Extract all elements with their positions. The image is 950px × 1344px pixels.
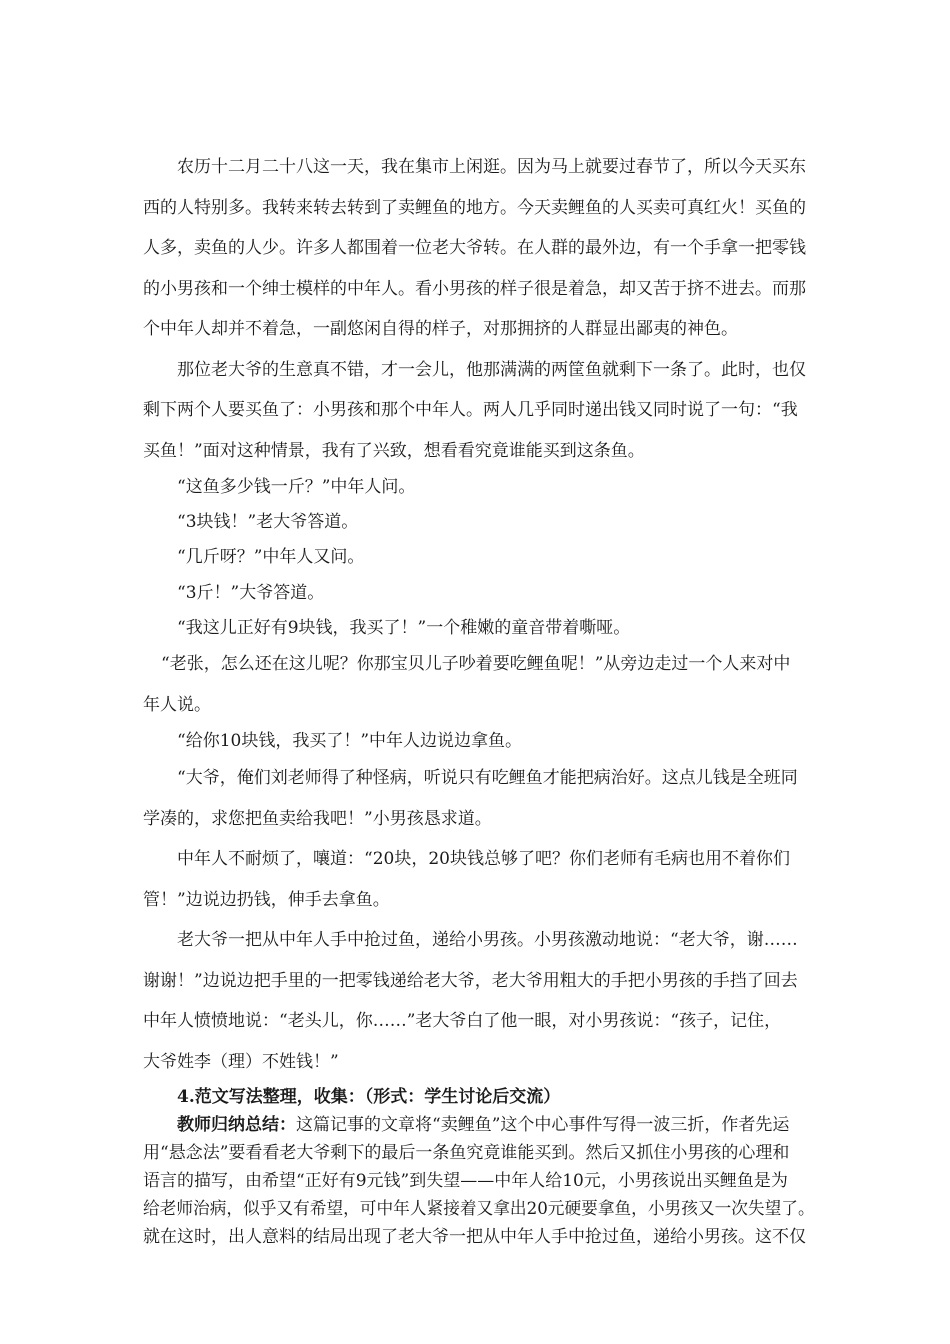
- summary-line: 用“悬念法”要看看老大爷剩下的最后一条鱼究竟谁能买到。然后又抓住小男孩的心理和: [143, 1143, 790, 1163]
- story-line: “3斤！”大爷答道。: [177, 583, 325, 603]
- story-line: 的小男孩和一个绅士模样的中年人。看小男孩的样子很是着急，却又苦于挤不进去。而那: [143, 279, 806, 299]
- story-line: “这鱼多少钱一斤？”中年人问。: [177, 477, 416, 497]
- story-line: 大爷姓李（理）不姓钱！”: [143, 1052, 339, 1072]
- story-line: “3块钱！”老大爷答道。: [177, 512, 359, 532]
- story-line: 中年人不耐烦了，嚷道：“20块，20块钱总够了吧？你们老师有毛病也用不着你们: [177, 849, 790, 869]
- story-line: “大爷，俺们刘老师得了种怪病，听说只有吃鲤鱼才能把病治好。这点儿钱是全班同: [177, 768, 798, 788]
- story-line: “老张，怎么还在这儿呢？你那宝贝儿子吵着要吃鲤鱼呢！”从旁边走过一个人来对中: [161, 654, 791, 674]
- story-line: 个中年人却并不着急，一副悠闲自得的样子，对那拥挤的人群显出鄙夷的神色。: [143, 319, 738, 339]
- summary-line: 就在这时，出人意料的结局出现了老大爷一把从中年人手中抢过鱼，递给小男孩。这不仅: [143, 1227, 806, 1247]
- section-heading: 4.范文写法整理，收集：（形式：学生讨论后交流）: [177, 1087, 561, 1107]
- story-line: 西的人特别多。我转来转去转到了卖鲤鱼的地方。今天卖鲤鱼的人买卖可真红火！买鱼的: [143, 198, 806, 218]
- story-line: 学凑的，求您把鱼卖给我吧！”小男孩恳求道。: [143, 809, 492, 829]
- story-line: 年人说。: [143, 695, 211, 715]
- summary-label: 教师归纳总结：: [177, 1115, 296, 1135]
- story-line: “给你10块钱，我买了！”中年人边说边拿鱼。: [177, 731, 523, 751]
- story-line: 中年人愤愤地说：“老头儿，你……”老大爷白了他一眼，对小男孩说：“孩子，记住，: [143, 1011, 782, 1031]
- story-line: 人多，卖鱼的人少。许多人都围着一位老大爷转。在人群的最外边，有一个手拿一把零钱: [143, 238, 806, 258]
- story-line: 谢谢！”边说边把手里的一把零钱递给老大爷，老大爷用粗大的手把小男孩的手挡了回去: [143, 971, 798, 991]
- story-line: 管！”边说边扔钱，伸手去拿鱼。: [143, 890, 390, 910]
- story-line: 农历十二月二十八这一天，我在集市上闲逛。因为马上就要过春节了，所以今天买东: [177, 157, 806, 177]
- story-line: 老大爷一把从中年人手中抢过鱼，递给小男孩。小男孩激动地说：“老大爷，谢……: [177, 930, 798, 950]
- summary-line: 给老师治病，似乎又有希望，可中年人紧接着又拿出20元硬要拿鱼，小男孩又一次失望了。: [143, 1199, 815, 1219]
- summary-line: [177, 1114, 789, 1136]
- summary-line: 语言的描写，由希望“正好有9元钱”到失望——中年人给10元，小男孩说出买鲤鱼是为: [143, 1171, 788, 1191]
- story-line: 剩下两个人要买鱼了：小男孩和那个中年人。两人几乎同时递出钱又同时说了一句：“我: [143, 400, 798, 420]
- story-line: “几斤呀？”中年人又问。: [177, 547, 365, 567]
- summary-text: 这篇记事的文章将“卖鲤鱼”这个中心事件写得一波三折，作者先运: [296, 1115, 790, 1135]
- story-line: 买鱼！”面对这种情景，我有了兴致，想看看究竟谁能买到这条鱼。: [143, 441, 645, 461]
- story-line: “我这儿正好有9块钱，我买了！”一个稚嫩的童音带着嘶哑。: [177, 618, 631, 638]
- story-line: 那位老大爷的生意真不错，才一会儿，他那满满的两筐鱼就剩下一条了。此时，也仅: [177, 360, 806, 380]
